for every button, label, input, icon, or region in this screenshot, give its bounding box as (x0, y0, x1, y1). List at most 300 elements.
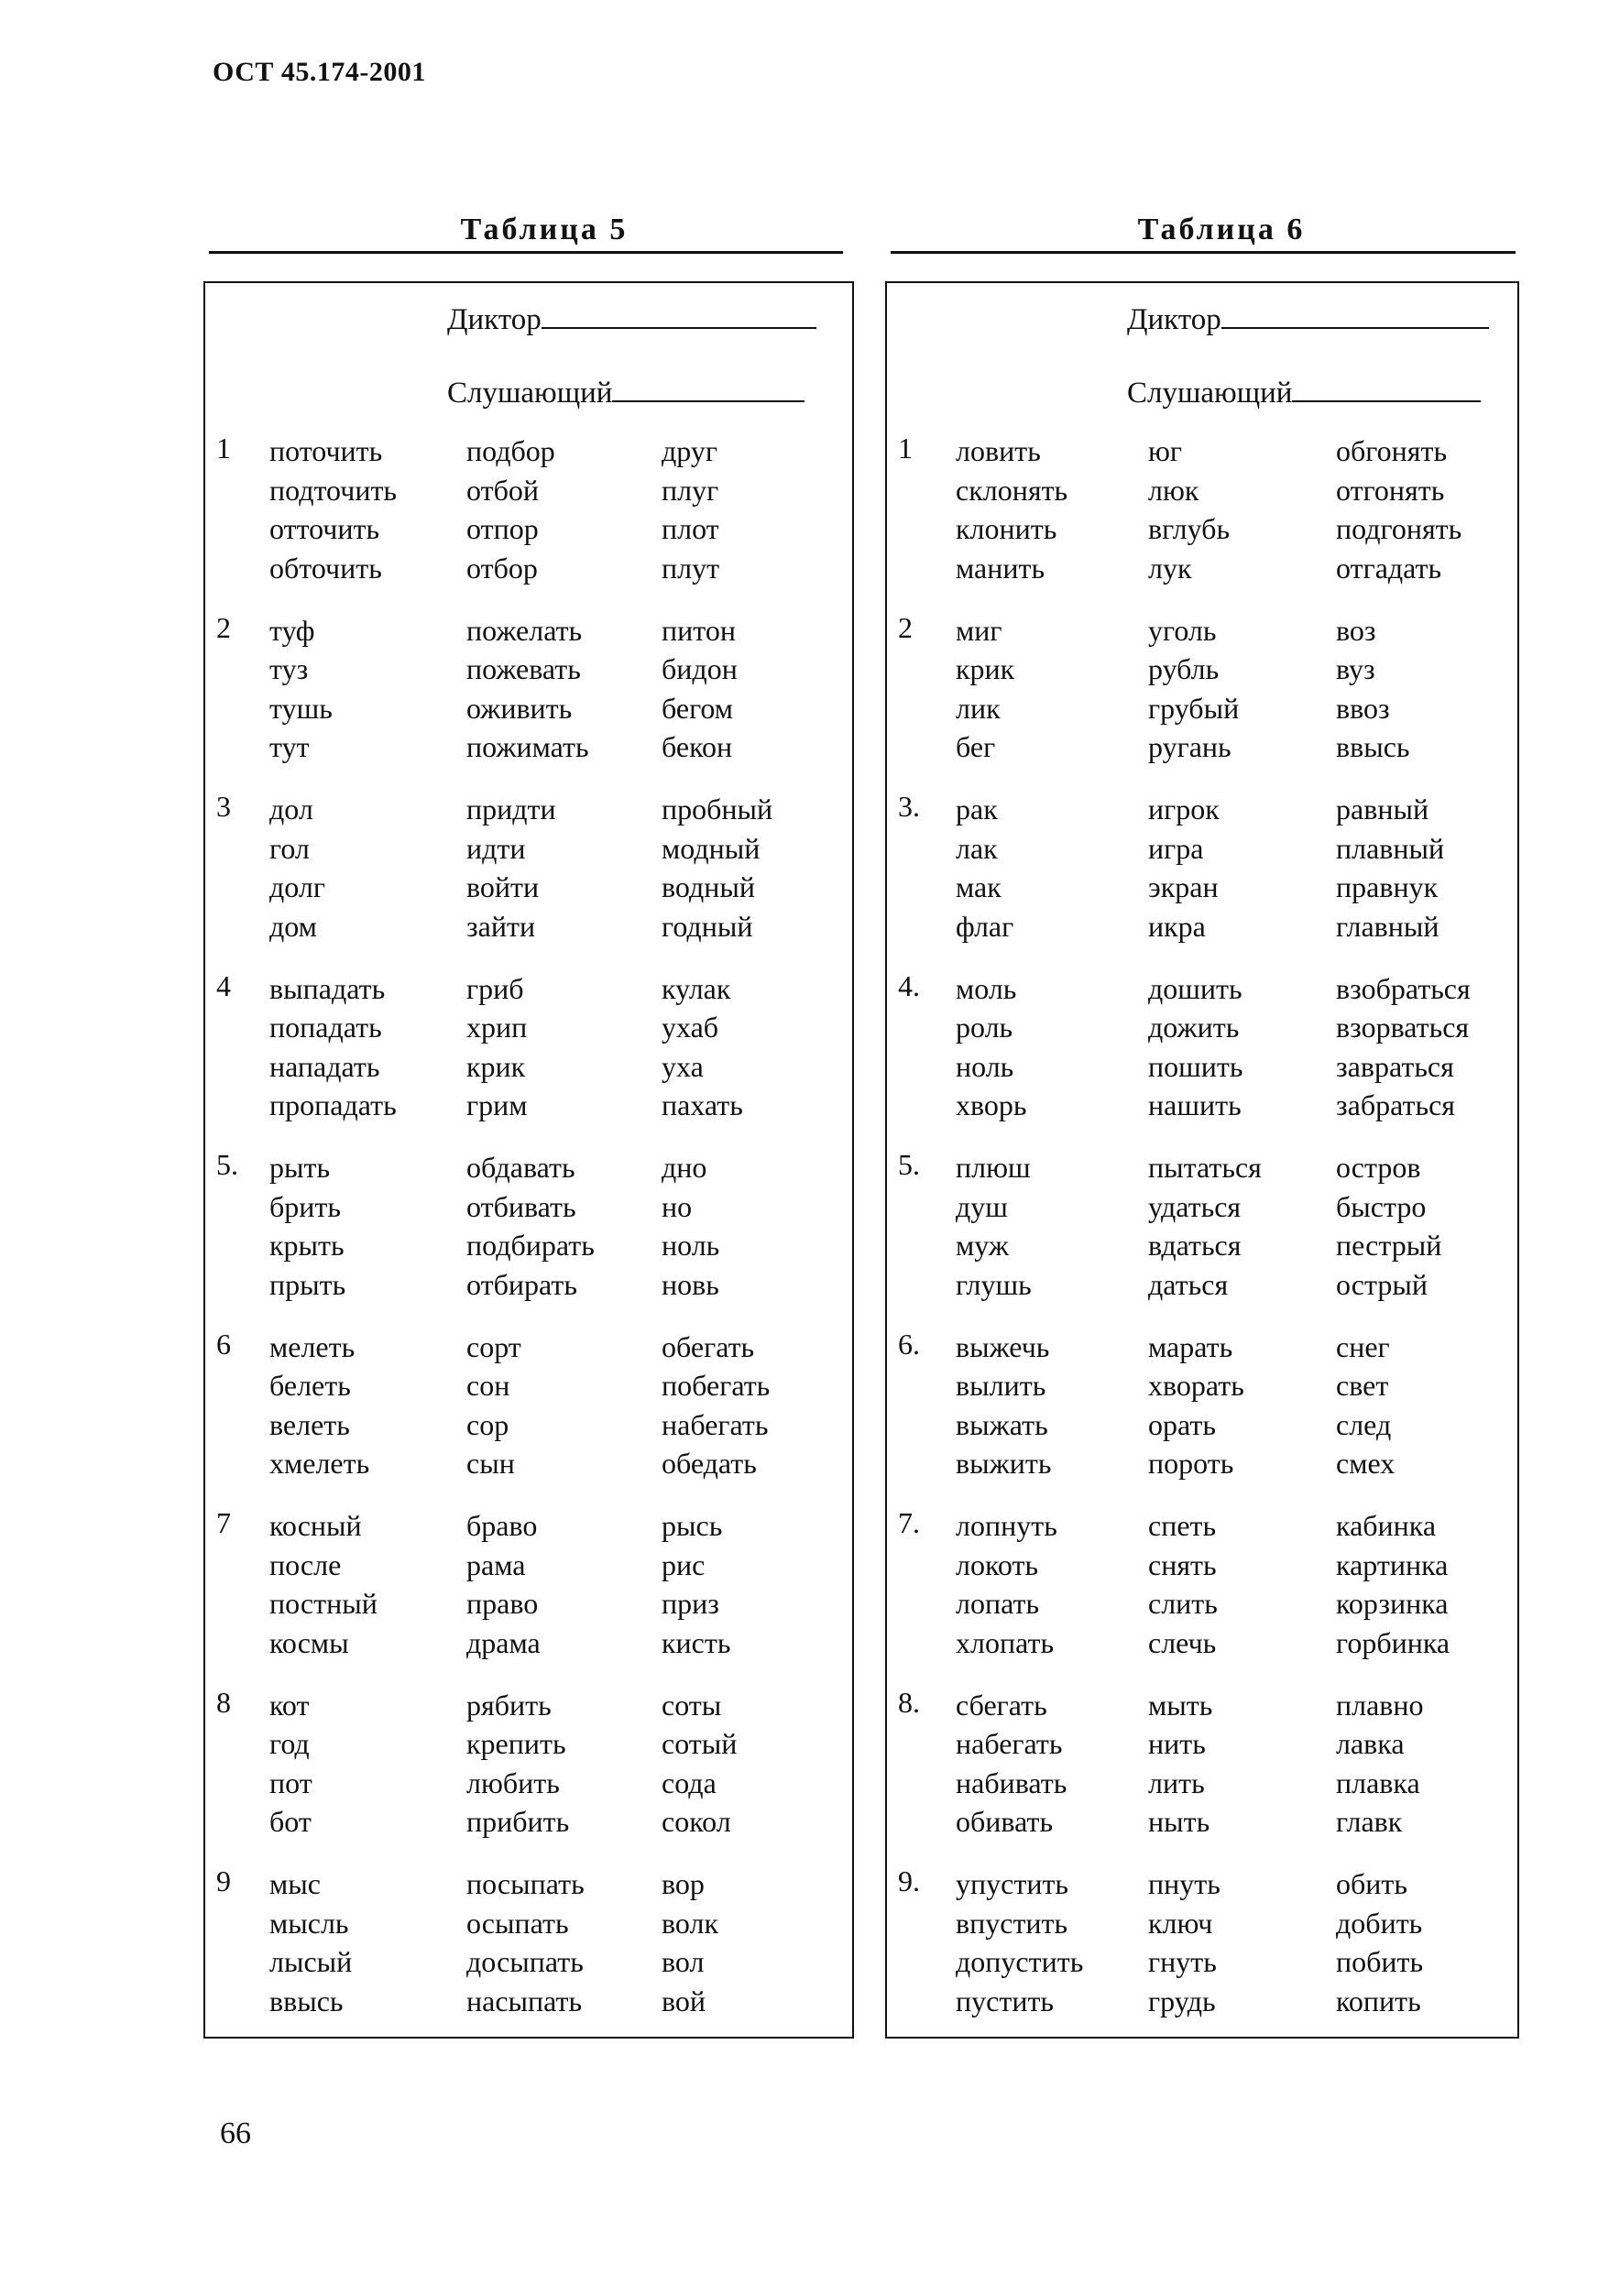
word: спеть (1148, 1509, 1217, 1542)
word-column-2 (466, 969, 528, 1125)
word: лысый (269, 1945, 353, 1978)
word-column-1 (956, 1328, 1051, 1483)
word: модный (662, 831, 761, 865)
word: мыс (269, 1867, 321, 1900)
word: уха (662, 1049, 704, 1083)
word-column-2 (466, 1686, 569, 1842)
word: локоть (956, 1547, 1039, 1581)
word: игра (1148, 831, 1204, 865)
group-number: 4. (898, 968, 920, 1002)
word: бег (956, 730, 996, 763)
word: войти (466, 870, 540, 903)
word: пожимать (466, 730, 589, 763)
word: выжить (956, 1447, 1052, 1480)
word: насыпать (466, 1984, 583, 2017)
word: пожелать (466, 613, 583, 647)
word: велеть (269, 1407, 350, 1441)
word-column-2 (1148, 1506, 1218, 1662)
word-column-3 (1336, 611, 1410, 767)
word: мыть (1148, 1688, 1213, 1722)
word: подточить (269, 473, 398, 507)
word-group (205, 1506, 852, 1664)
word: пожевать (466, 652, 581, 685)
word: ноль (956, 1049, 1014, 1083)
word: остров (1336, 1151, 1421, 1184)
word: год (269, 1727, 310, 1760)
word: побить (1336, 1945, 1424, 1978)
listener-label: Слушающий (447, 377, 613, 410)
word: главный (1336, 909, 1439, 943)
word: гриб (466, 971, 524, 1005)
word: вол (662, 1945, 705, 1978)
word: обить (1336, 1867, 1407, 1900)
word: взорваться (1336, 1011, 1470, 1044)
word: посыпать (466, 1867, 585, 1900)
word: бегом (662, 691, 734, 725)
word-group (887, 790, 1517, 947)
word: грудь (1148, 1984, 1216, 2017)
word-column-1 (956, 969, 1026, 1125)
word-column-2 (1148, 432, 1230, 587)
word: плуг (662, 473, 719, 507)
word: бекон (662, 730, 733, 763)
word-group (205, 611, 852, 769)
word: роль (956, 1011, 1013, 1044)
word: рябить (466, 1688, 552, 1722)
word: воз (1336, 613, 1376, 647)
caption-rule (891, 251, 1516, 254)
word: ключ (1148, 1906, 1213, 1940)
word-column-3 (1336, 1686, 1424, 1842)
word: допустить (956, 1945, 1084, 1978)
word: слить (1148, 1587, 1218, 1620)
word-group (887, 1328, 1517, 1485)
word-group (205, 1148, 852, 1306)
word: свет (1336, 1369, 1389, 1402)
word-group (887, 969, 1517, 1127)
word: пытаться (1148, 1151, 1262, 1184)
word: рак (956, 793, 998, 825)
word: отбой (466, 473, 539, 507)
word: сон (466, 1369, 510, 1402)
group-number: 4 (216, 968, 231, 1002)
word-group (887, 1864, 1517, 2022)
word: ввысь (1336, 730, 1410, 763)
group-number: 1 (216, 432, 231, 465)
word: копить (1336, 1984, 1421, 2017)
word: идти (466, 831, 526, 865)
word: пнуть (1148, 1867, 1220, 1900)
word: сбегать (956, 1688, 1047, 1722)
word: обивать (956, 1805, 1054, 1838)
word: хворь (956, 1088, 1027, 1121)
word: рыть (269, 1151, 331, 1184)
word: лак (956, 831, 998, 865)
word-column-3 (662, 1686, 737, 1842)
word-column-2 (466, 1864, 585, 2020)
word: ухаб (662, 1011, 719, 1044)
word: ноль (662, 1229, 720, 1262)
word: новь (662, 1267, 719, 1301)
word: пахать (662, 1088, 743, 1121)
word-column-3 (662, 790, 772, 946)
word: рис (662, 1547, 706, 1581)
word-column-1 (269, 1328, 369, 1483)
word: крыть (269, 1229, 345, 1262)
word: тут (269, 730, 310, 763)
word: выжечь (956, 1329, 1050, 1363)
word: уголь (1148, 613, 1217, 647)
word: гнуть (1148, 1945, 1217, 1978)
word-column-3 (662, 1328, 770, 1483)
word: крепить (466, 1727, 566, 1760)
word: подгонять (1336, 512, 1462, 545)
word: дно (662, 1151, 707, 1184)
word-column-3 (1336, 1148, 1441, 1304)
word: зайти (466, 909, 536, 943)
listener-blank (612, 373, 804, 402)
word: горбинка (1336, 1625, 1450, 1659)
word: главк (1336, 1805, 1403, 1838)
word-group (887, 432, 1517, 589)
word: хмелеть (269, 1447, 370, 1480)
word: снять (1148, 1547, 1217, 1581)
word: прибить (466, 1805, 570, 1838)
word: впустить (956, 1906, 1068, 1940)
word-column-2 (1148, 790, 1220, 946)
word: любить (466, 1766, 560, 1799)
word: отбивать (466, 1189, 576, 1223)
word: дошить (1148, 971, 1242, 1005)
word: орать (1148, 1407, 1216, 1441)
word: тушь (269, 691, 333, 725)
group-number: 8 (216, 1685, 231, 1719)
group-number: 9. (898, 1864, 920, 1897)
word: оживить (466, 691, 573, 725)
word-column-3 (662, 611, 738, 767)
group-number: 7 (216, 1506, 231, 1539)
word: отпор (466, 512, 539, 545)
word: лук (1148, 551, 1192, 585)
word-column-1 (956, 1864, 1083, 2020)
word: лик (956, 691, 1001, 725)
word: завраться (1336, 1049, 1454, 1083)
speaker-blank (542, 300, 816, 329)
word: космы (269, 1625, 349, 1659)
word: поточить (269, 434, 383, 467)
word: манить (956, 551, 1045, 585)
word: отгадать (1336, 551, 1442, 585)
word-column-3 (1336, 1864, 1423, 2020)
word-column-1 (956, 1506, 1057, 1662)
word: дом (269, 909, 317, 943)
group-number: 2 (898, 610, 913, 644)
word: волк (662, 1906, 718, 1940)
document-code: ОСТ 45.174-2001 (213, 57, 426, 87)
word: косный (269, 1509, 362, 1542)
word: сын (466, 1447, 515, 1480)
word: экран (1148, 870, 1219, 903)
word: взобраться (1336, 971, 1471, 1005)
word-column-3 (662, 432, 719, 587)
word: побегать (662, 1369, 771, 1402)
word: марать (1148, 1329, 1233, 1363)
word: лавка (1336, 1727, 1405, 1760)
word: брить (269, 1189, 341, 1223)
speaker-field (447, 300, 816, 337)
word-column-3 (662, 1506, 730, 1662)
word: крик (956, 652, 1015, 685)
word: подбирать (466, 1229, 595, 1262)
word: хлопать (956, 1625, 1055, 1659)
word: браво (466, 1509, 538, 1542)
speaker-blank (1221, 300, 1489, 329)
word-column-2 (1148, 1148, 1262, 1304)
word-group (887, 1148, 1517, 1306)
word: грубый (1148, 691, 1240, 725)
word-column-1 (269, 1686, 312, 1842)
group-number: 3 (216, 790, 231, 823)
word: пестрый (1336, 1229, 1442, 1262)
group-number: 6. (898, 1327, 920, 1361)
word: грим (466, 1088, 528, 1121)
word-group (205, 1328, 852, 1485)
word-column-1 (269, 1864, 352, 2020)
word: водный (662, 870, 755, 903)
word: хворать (1148, 1369, 1244, 1402)
table-5 (209, 209, 843, 2039)
listener-blank (1292, 373, 1481, 402)
word: пороть (1148, 1447, 1234, 1480)
word: дожить (1148, 1011, 1240, 1044)
word-column-2 (466, 1506, 541, 1662)
word: отбор (466, 551, 538, 585)
word: ввоз (1336, 691, 1390, 725)
word: попадать (269, 1011, 382, 1044)
word-column-1 (956, 790, 1013, 946)
word: муж (956, 1229, 1009, 1262)
word: лить (1148, 1766, 1205, 1799)
word: кулак (662, 971, 731, 1005)
word: но (662, 1189, 693, 1223)
word: рубль (1148, 652, 1220, 685)
word: ловить (956, 434, 1041, 467)
word: питон (662, 613, 736, 647)
word: ныть (1148, 1805, 1210, 1838)
word-column-2 (1148, 1328, 1244, 1483)
listener-label: Слушающий (1127, 377, 1293, 410)
word-column-1 (269, 969, 397, 1125)
word: сор (466, 1407, 509, 1441)
word-column-2 (466, 1148, 595, 1304)
word: плут (662, 551, 720, 585)
word: бот (269, 1805, 312, 1838)
word: сода (662, 1766, 717, 1799)
word-group (887, 611, 1517, 769)
word: набегать (662, 1407, 769, 1441)
word: моль (956, 971, 1017, 1005)
word: добить (1336, 1906, 1423, 1940)
word-column-2 (466, 432, 555, 587)
word: пропадать (269, 1088, 397, 1121)
word: плот (662, 512, 719, 545)
word: право (466, 1587, 539, 1620)
word-column-1 (956, 432, 1067, 587)
word: дол (269, 793, 313, 825)
word: острый (1336, 1267, 1428, 1301)
word: миг (956, 613, 1002, 647)
word: придти (466, 793, 556, 825)
word: крик (466, 1049, 526, 1083)
word: вдаться (1148, 1229, 1242, 1262)
word: упустить (956, 1867, 1069, 1900)
speaker-label: Диктор (447, 303, 542, 336)
group-number: 2 (216, 610, 231, 644)
word-group (887, 1506, 1517, 1664)
word: правнук (1336, 870, 1439, 903)
page-number: 66 (220, 2116, 251, 2150)
word: досыпать (466, 1945, 584, 1978)
word: туф (269, 613, 315, 647)
word-column-2 (466, 611, 589, 767)
word: слечь (1148, 1625, 1217, 1659)
word: игрок (1148, 793, 1220, 825)
word-column-3 (662, 1148, 719, 1304)
word: обточить (269, 551, 382, 585)
word: постный (269, 1587, 378, 1620)
table-box (203, 281, 854, 2039)
group-number: 6 (216, 1327, 231, 1361)
word: бидон (662, 652, 738, 685)
group-number: 5. (898, 1148, 920, 1181)
word: ввысь (269, 1984, 344, 2017)
word-column-1 (956, 611, 1014, 767)
word: мак (956, 870, 1002, 903)
word: отбирать (466, 1267, 577, 1301)
word-group (887, 1686, 1517, 1843)
word-group (205, 432, 852, 589)
word: пустить (956, 1984, 1055, 2017)
word: набивать (956, 1766, 1067, 1799)
word: корзинка (1336, 1587, 1449, 1620)
speaker-label: Диктор (1127, 303, 1221, 336)
word: сокол (662, 1805, 731, 1838)
table-6 (891, 209, 1516, 2039)
word: нашить (1148, 1088, 1242, 1121)
word: прыть (269, 1267, 346, 1301)
word: отгонять (1336, 473, 1445, 507)
word: глушь (956, 1267, 1032, 1301)
word: плавка (1336, 1766, 1420, 1799)
word: сотый (662, 1727, 738, 1760)
word-column-3 (1336, 790, 1444, 946)
word: рысь (662, 1509, 723, 1542)
word: набегать (956, 1727, 1063, 1760)
table-caption: Таблица 6 (1137, 213, 1306, 246)
group-number: 7. (898, 1506, 920, 1539)
caption-rule (209, 251, 843, 254)
word-column-3 (662, 1864, 718, 2020)
word: плюш (956, 1151, 1031, 1184)
word-column-3 (662, 969, 743, 1125)
listener-field (447, 373, 804, 410)
word-group (205, 969, 852, 1127)
word-column-1 (956, 1686, 1067, 1842)
word: клонить (956, 512, 1057, 545)
word-group (205, 1686, 852, 1843)
word: обгонять (1336, 434, 1448, 467)
word: обдавать (466, 1151, 575, 1184)
group-number: 3. (898, 790, 920, 823)
word: смех (1336, 1447, 1396, 1480)
word: лопнуть (956, 1509, 1057, 1542)
word: выжать (956, 1407, 1048, 1441)
word: нить (1148, 1727, 1206, 1760)
word: выпадать (269, 971, 386, 1005)
group-number: 5. (216, 1148, 238, 1181)
word: годный (662, 909, 753, 943)
word: юг (1148, 434, 1183, 467)
word: душ (956, 1189, 1008, 1223)
word: быстро (1336, 1189, 1427, 1223)
word-group (205, 1864, 852, 2022)
word: рама (466, 1547, 526, 1581)
word: долг (269, 870, 325, 903)
word-column-1 (269, 790, 325, 946)
word-column-1 (956, 1148, 1032, 1304)
listener-field (1127, 373, 1481, 410)
word-group (205, 790, 852, 947)
word: картинка (1336, 1547, 1449, 1581)
word: друг (662, 434, 717, 467)
word: обедать (662, 1447, 757, 1480)
word: после (269, 1547, 342, 1581)
word-column-2 (1148, 611, 1239, 767)
word: вор (662, 1867, 705, 1900)
word: лопать (956, 1587, 1040, 1620)
word-column-1 (269, 611, 333, 767)
word: кисть (662, 1625, 731, 1659)
word: подбор (466, 434, 555, 467)
word-column-2 (1148, 1864, 1220, 2020)
word: плавный (1336, 831, 1445, 865)
word: туз (269, 652, 309, 685)
word: кот (269, 1688, 310, 1722)
word: пот (269, 1766, 312, 1799)
speaker-field (1127, 300, 1489, 337)
word-column-3 (1336, 969, 1471, 1125)
word: обегать (662, 1329, 755, 1363)
group-number: 1 (898, 432, 913, 465)
word-column-1 (269, 1506, 378, 1662)
word: кабинка (1336, 1509, 1437, 1542)
word: вглубь (1148, 512, 1231, 545)
word: забраться (1336, 1088, 1455, 1121)
word: мысль (269, 1906, 349, 1940)
table-box (885, 281, 1519, 2039)
word: хрип (466, 1011, 528, 1044)
word-column-2 (1148, 1686, 1212, 1842)
word: люк (1148, 473, 1199, 507)
word: снег (1336, 1329, 1390, 1363)
table-caption: Таблица 5 (460, 213, 629, 246)
word: приз (662, 1587, 719, 1620)
word: осыпать (466, 1906, 569, 1940)
word-column-2 (466, 790, 556, 946)
word: нападать (269, 1049, 380, 1083)
word: удаться (1148, 1189, 1242, 1223)
word: флаг (956, 909, 1014, 943)
